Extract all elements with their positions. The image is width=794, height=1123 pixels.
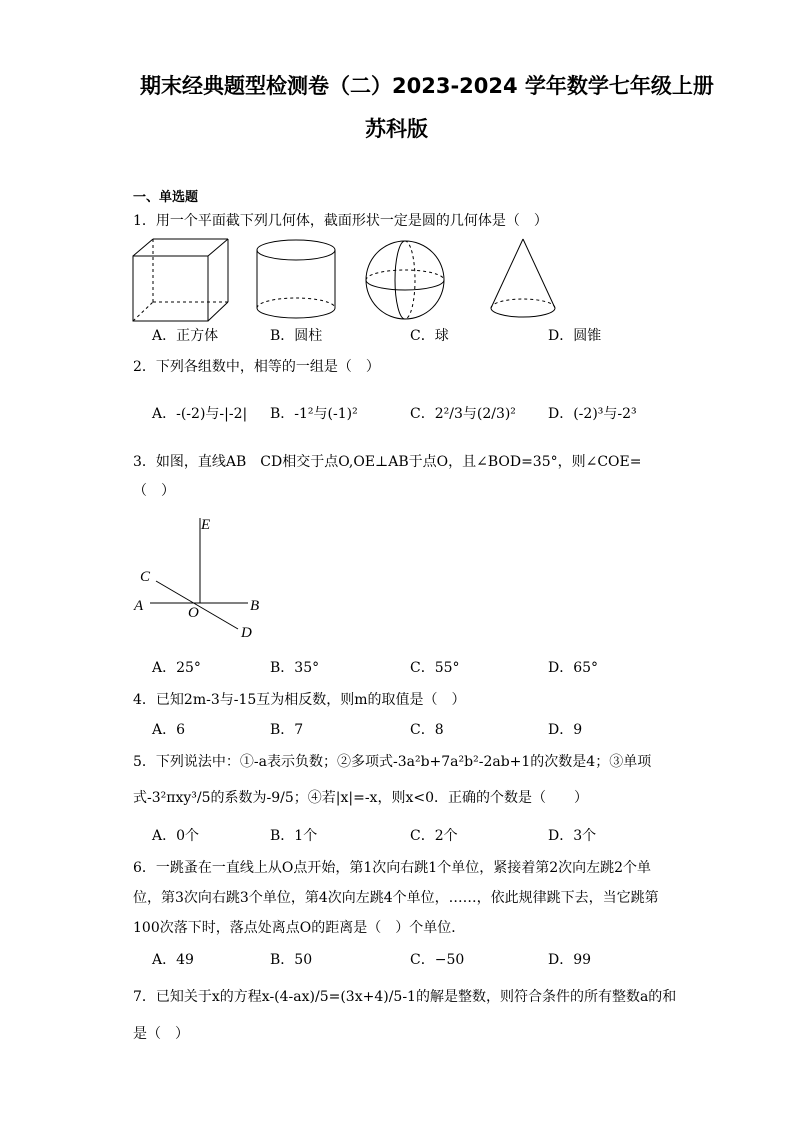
q1-figures (130, 236, 690, 326)
question-5-stem-cont: 式-3²πxy³/5的系数为-9/5；④若|x|=-x，则x<0．正确的个数是（ ） (133, 790, 588, 806)
q1-option-d: D．圆锥 (548, 328, 602, 344)
q6-option-b: B．50 (270, 952, 313, 968)
q2-option-a: A．-(-2)与-|-2| (152, 406, 248, 422)
q4-option-b: B．7 (270, 722, 304, 738)
question-5-stem: 5．下列说法中：①-a表示负数；②多项式-3a²b+7a²b²-2ab+1的次数是4；③单项 (133, 754, 652, 770)
q3-option-d: D．65° (548, 660, 599, 676)
question-7-stem: 7．已知关于x的方程x-(4-ax)/5=(3x+4)/5-1的解是整数，则符合条件的所有整数a的和 (133, 989, 677, 1005)
label-e: E (201, 517, 211, 533)
q3-figure (130, 512, 280, 647)
question-2-stem: 2．下列各组数中，相等的一组是（ ） (133, 359, 380, 375)
label-b: B (250, 598, 260, 614)
label-o: O (188, 605, 199, 621)
q6-option-a: A．49 (152, 952, 194, 968)
label-a: A (134, 598, 144, 614)
cylinder-figure (257, 240, 335, 318)
q1-option-a: A．正方体 (152, 328, 219, 344)
q4-option-d: D．9 (548, 722, 583, 738)
question-1-stem: 1．用一个平面截下列几何体，截面形状一定是圆的几何体是（ ） (133, 213, 548, 229)
q3-option-b: B．35° (270, 660, 320, 676)
q5-option-d: D．3个 (548, 828, 597, 844)
label-c: C (140, 569, 151, 585)
q6-option-d: D．99 (548, 952, 592, 968)
question-6-stem: 6．一跳蚤在一直线上从O点开始，第1次向右跳1个单位，紧接着第2次向左跳2个单 (133, 860, 652, 876)
q2-option-c: C．2²/3与(2/3)² (410, 406, 516, 422)
question-6-stem-cont2: 100次落下时，落点处离点O的距离是（ ）个单位． (133, 920, 466, 936)
label-d: D (241, 625, 252, 641)
sphere-figure (366, 241, 444, 319)
cube-figure (133, 239, 228, 321)
q1-option-c: C．球 (410, 328, 449, 344)
q6-option-c: C．−50 (410, 952, 465, 968)
q1-option-b: B．圆柱 (270, 328, 323, 344)
q5-option-b: B．1个 (270, 828, 318, 844)
question-3-stem: 3．如图，直线AB CD相交于点O,OE⊥AB于点O，且∠BOD=35°，则∠COE= (133, 454, 642, 470)
question-6-stem-cont: 位，第3次向右跳3个单位，第4次向左跳4个单位，……，依此规律跳下去，当它跳第 (133, 890, 659, 906)
section-title: 一、单选题 (133, 190, 199, 205)
q5-option-c: C．2个 (410, 828, 458, 844)
question-7-stem-cont: 是（ ） (133, 1026, 189, 1042)
q3-option-a: A．25° (152, 660, 201, 676)
page-title: 期末经典题型检测卷（二）2023-2024 学年数学七年级上册 (140, 74, 714, 98)
q2-option-b: B．-1²与(-1)² (270, 406, 358, 422)
question-4-stem: 4．已知2m-3与-15互为相反数，则m的取值是（ ） (133, 692, 466, 708)
q4-option-a: A．6 (152, 722, 186, 738)
question-3-stem-cont: （ ） (133, 483, 175, 499)
cone-figure (491, 239, 555, 317)
q2-option-d: D．(-2)³与-2³ (548, 406, 637, 422)
q5-option-a: A．0个 (152, 828, 200, 844)
page-subtitle: 苏科版 (365, 117, 428, 141)
q3-option-c: C．55° (410, 660, 460, 676)
q4-option-c: C．8 (410, 722, 444, 738)
